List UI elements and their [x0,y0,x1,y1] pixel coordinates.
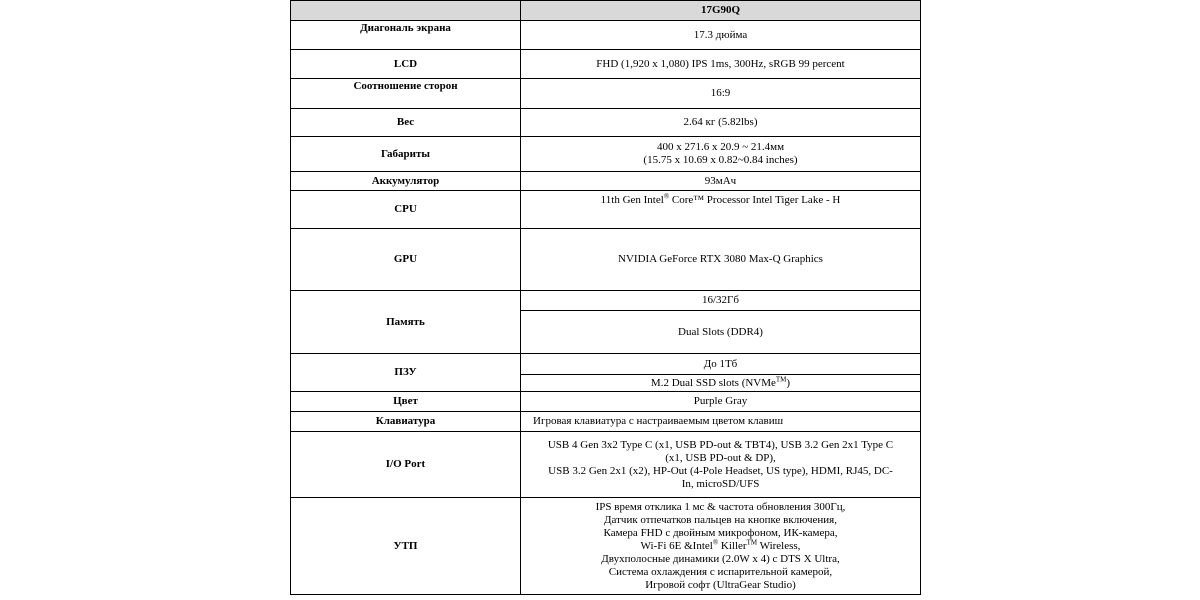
row-label: УТП [291,498,521,595]
table-row [291,412,921,432]
usp-text: Killer [718,539,747,552]
cpu-text-b: Core™ Processor Intel Tiger Lake - H [669,194,841,206]
usp-line: Датчик отпечатков пальцев на кнопке включения, [604,513,837,526]
table-header-row [291,1,921,21]
row-value: Игровая клавиатура с настраиваемым цветом клавиш [521,412,921,432]
table-row [291,79,921,109]
row-value: 16:9 [521,79,921,109]
row-value [521,375,921,392]
io-line: USB 4 Gen 3x2 Type C (x1, USB PD-out & TBT4), USB 3.2 Gen 2x1 Type C [547,438,894,451]
row-label: Соотношение сторон [291,79,521,109]
header-corner-cell [291,1,521,21]
table-row [291,109,921,137]
io-line: USB 3.2 Gen 2x1 (x2), HP-Out (4-Pole Headset, US type), HDMI, RJ45, DC- [548,464,893,477]
usp-line: Игровой софт (UltraGear Studio) [645,578,796,591]
row-label: Диагональ экрана [291,21,521,50]
row-value: 17.3 дюйма [521,21,921,50]
row-value: 93мАч [521,172,921,191]
usp-text: Wireless, [757,539,801,552]
io-line: (x1, USB PD-out & DP), [665,451,776,464]
table-row [291,291,921,311]
row-value: FHD (1,920 x 1,080) IPS 1ms, 300Hz, sRGB 99 percent [521,50,921,79]
table-row [291,498,921,595]
row-label: Аккумулятор [291,172,521,191]
usp-line: Система охлаждения с испарительной камерой, [608,565,833,578]
dimensions-mm: 400 x 271.6 x 20.9 ~ 21.4мм [656,141,785,153]
usp-line: IPS время отклика 1 мс & частота обновления 300Гц, [595,500,846,513]
usp-line: Двухполосные динамики (2.0W x 4) с DTS X Ultra, [601,552,840,565]
table-row [291,137,921,172]
table-row [291,432,921,498]
row-label: LCD [291,50,521,79]
row-value: NVIDIA GeForce RTX 3080 Max-Q Graphics [521,229,921,291]
row-value: Purple Gray [521,392,921,412]
row-label: Вес [291,109,521,137]
table-row [291,229,921,291]
row-label: GPU [291,229,521,291]
spec-table [290,0,921,595]
storage-text-a: M.2 Dual SSD slots (NVMe [650,376,776,389]
row-label: ПЗУ [291,354,521,392]
row-label: Цвет [291,392,521,412]
row-value: 16/32Гб [521,291,921,311]
row-value: До 1Тб [521,354,921,375]
row-value [521,137,921,172]
row-value [521,498,921,595]
model-header: 17G90Q [521,1,921,21]
table-row [291,21,921,50]
trademark-mark: TM [775,374,787,383]
row-label: Габариты [291,137,521,172]
usp-line: Камера FHD с двойным микрофоном, ИК-камера, [603,526,838,539]
table-row [291,172,921,191]
table-row [291,354,921,375]
cpu-text-a: 11th Gen Intel [600,194,664,206]
row-label: Клавиатура [291,412,521,432]
row-label: Память [291,291,521,354]
usp-line [525,537,916,553]
registered-mark: ® [663,192,670,201]
registered-mark: ® [712,537,719,546]
usp-text: Wi-Fi 6E &Intel [640,539,713,552]
table-row [291,191,921,229]
storage-text-b: ) [786,376,791,389]
row-label: CPU [291,191,521,229]
table-row [291,50,921,79]
dimensions-inches: (15.75 x 10.69 x 0.82~0.84 inches) [643,154,798,166]
trademark-mark: TM [746,537,758,546]
row-label: I/O Port [291,432,521,498]
row-value: 2.64 кг (5.82lbs) [521,109,921,137]
io-line: In, microSD/UFS [681,477,760,490]
row-value [521,191,921,229]
table-row [291,392,921,412]
row-value [521,432,921,498]
row-value: Dual Slots (DDR4) [521,311,921,354]
